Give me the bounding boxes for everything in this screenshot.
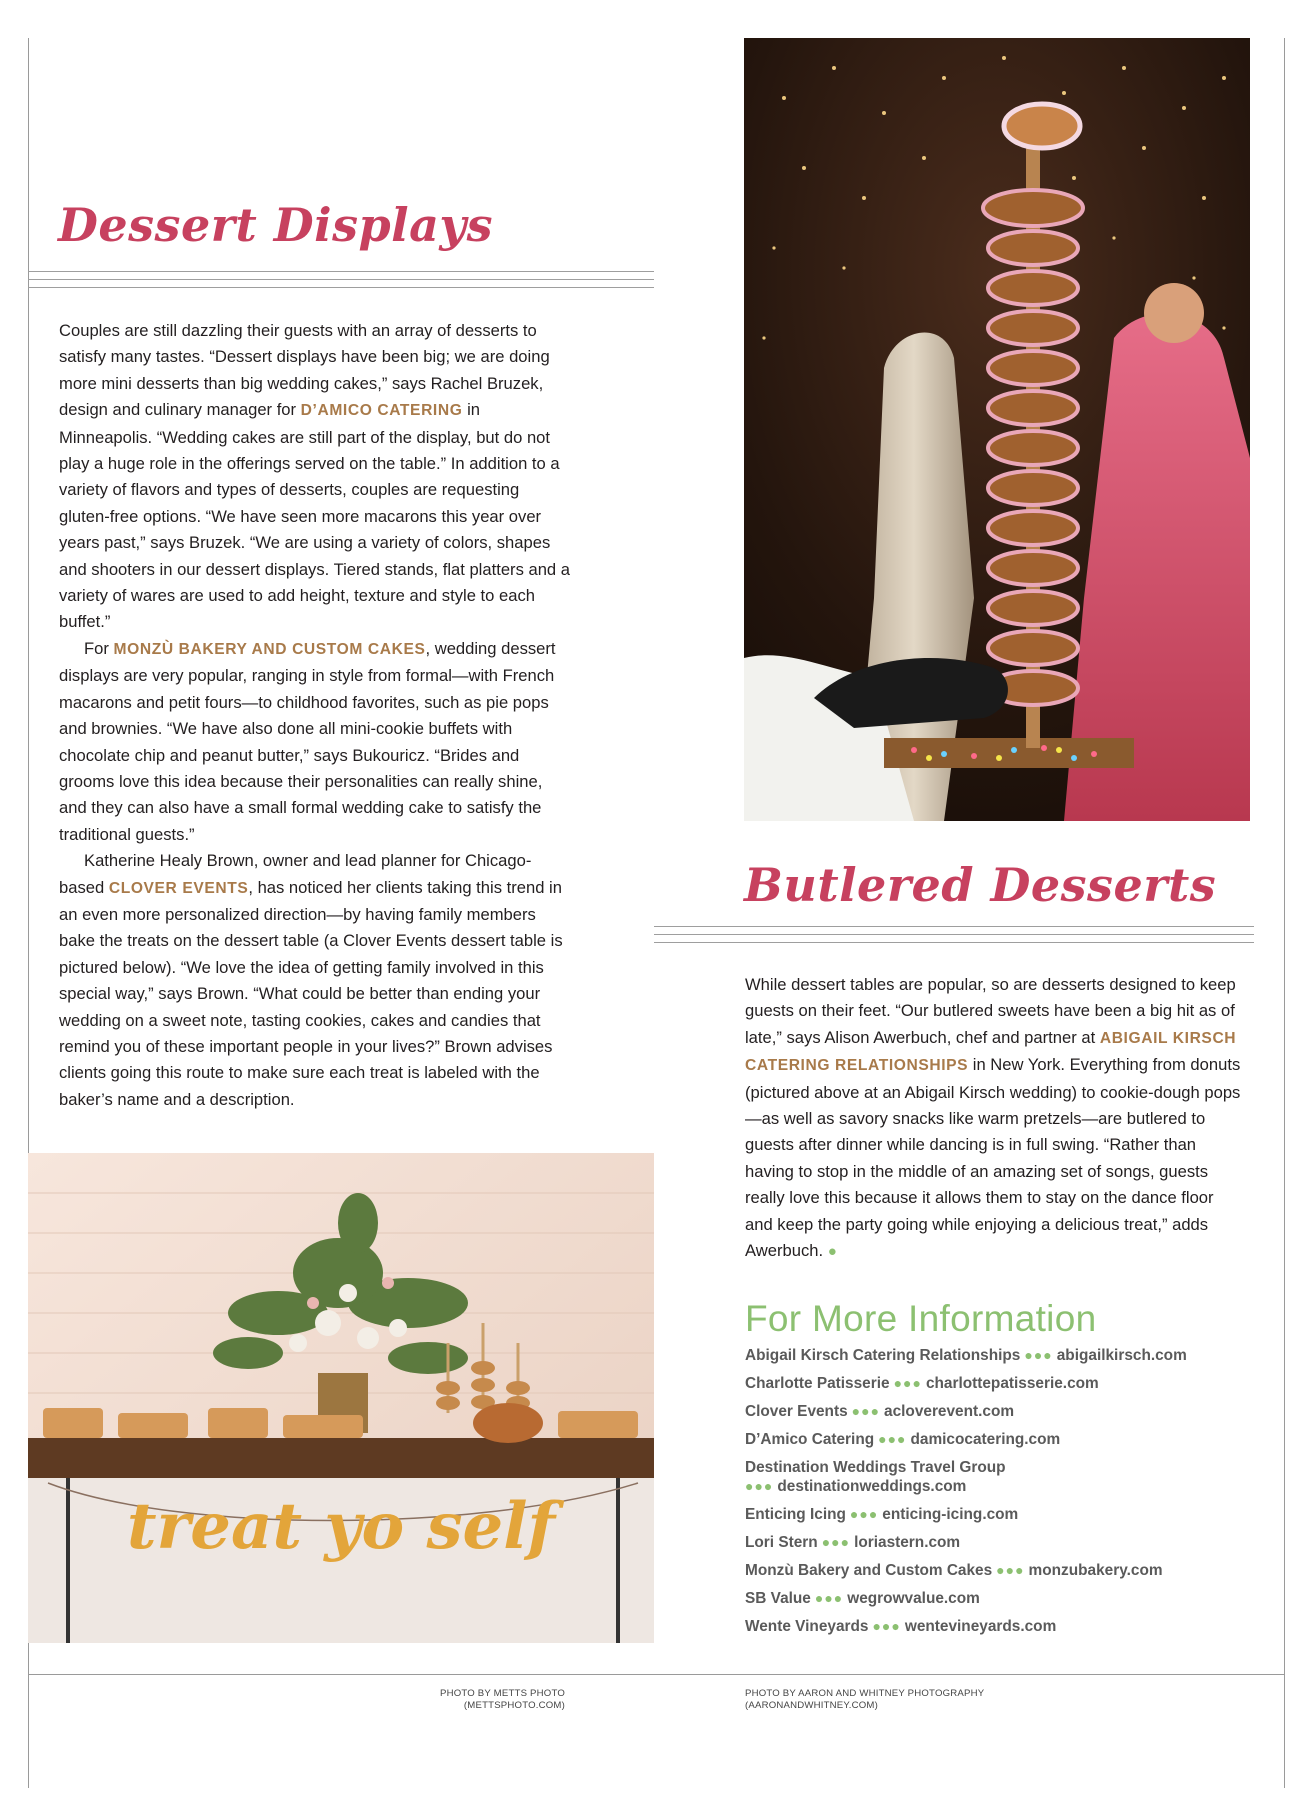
- credit-line: PHOTO BY METTS PHOTO: [439, 1688, 565, 1699]
- donut-tower-illustration: [744, 38, 1250, 821]
- vendor-url-link[interactable]: damicocatering.com: [910, 1431, 1061, 1448]
- donut-tower-photo: [744, 38, 1250, 821]
- banner-text: treat yo self: [126, 1489, 556, 1564]
- vendor-url-link[interactable]: wentevineyards.com: [904, 1618, 1057, 1635]
- end-mark: ●: [827, 1243, 837, 1261]
- list-item: [745, 1430, 1245, 1449]
- credit-line: (METTSPHOTO.COM): [463, 1700, 565, 1711]
- list-item: [745, 1402, 1245, 1421]
- vendor-url-link[interactable]: wegrowvalue.com: [847, 1590, 980, 1607]
- list-item: [745, 1561, 1245, 1580]
- vendor-name-clover: CLOVER EVENTS: [108, 879, 249, 897]
- text: in New York. Everything from donuts (pictured above at an Abigail Kirsch wedding) to cookie-dough pops—as well as savory snacks like warm pretzels—are butlered to guests after dinner while dancing is in full swing. “Rather than having to stop in the middle of an amazing set of songs, guests really love this because it allows them to stay on the dance floor and keep the party going while enjoying a delicious treat,” adds Awerbuch.: [745, 1055, 1241, 1261]
- vendor-name-damico: D’AMICO CATERING: [300, 402, 463, 420]
- butlered-desserts-heading: Butlered Desserts: [744, 858, 1217, 912]
- list-item: [745, 1589, 1245, 1608]
- heading-rules-left: [28, 271, 654, 295]
- vendor-name: Monzù Bakery and Custom Cakes: [745, 1562, 993, 1579]
- vendor-name: Enticing Icing: [745, 1506, 846, 1523]
- text: , has noticed her clients taking this trend in an even more personalized direction—by having family members bake the treats on the dessert table (a Clover Events dessert table is pictured below). “We love the idea of getting family involved in this special way,” says Brown. “What could be better than ending your wedding on a sweet note, tasting cookies, cakes and candies that remind you of these important people in your lives?” Brown advises clients going this route to make sure each treat is labeled with the baker’s name and a description.: [59, 877, 563, 1109]
- butlered-desserts-article: [745, 972, 1245, 1265]
- vendor-url-link[interactable]: abigailkirsch.com: [1056, 1347, 1187, 1364]
- photo-credit-left: [400, 1688, 565, 1712]
- vendor-url-link[interactable]: loriastern.com: [854, 1534, 961, 1551]
- separator-dots: ●●●: [821, 1534, 851, 1550]
- more-info-list: [745, 1346, 1245, 1645]
- text: While dessert tables are popular, so are desserts designed to keep guests on their feet. “Our butlered sweets have been a big hit as of late,” says Alison Awerbuch, chef and partner at: [745, 975, 1236, 1047]
- vendor-name: Clover Events: [745, 1403, 848, 1420]
- list-item: [745, 1458, 1245, 1496]
- vendor-name: Charlotte Patisserie: [745, 1375, 890, 1392]
- credit-line: PHOTO BY AARON AND WHITNEY PHOTOGRAPHY: [745, 1688, 985, 1699]
- vendor-name: Abigail Kirsch Catering Relationships: [745, 1347, 1021, 1364]
- vendor-name-monzu: MONZÙ BAKERY AND CUSTOM CAKES: [113, 640, 426, 658]
- separator-dots: ●●●: [996, 1562, 1025, 1578]
- separator-dots: ●●●: [1024, 1347, 1053, 1363]
- footer-rule: [28, 1674, 1284, 1675]
- heading-rules-right: [654, 926, 1254, 950]
- dessert-displays-heading: Dessert Displays: [58, 198, 494, 252]
- paragraph: [59, 318, 574, 636]
- vendor-name: Lori Stern: [745, 1534, 818, 1551]
- vendor-url-link[interactable]: destinationweddings.com: [777, 1478, 967, 1495]
- separator-dots: ●●●: [878, 1431, 907, 1447]
- separator-dots: ●●●: [814, 1590, 844, 1606]
- credit-line: (AARONANDWHITNEY.COM): [745, 1700, 879, 1711]
- dessert-table-illustration: [28, 1153, 654, 1643]
- dessert-displays-article: [59, 318, 574, 1113]
- paragraph: [745, 972, 1245, 1265]
- vendor-url-link[interactable]: monzubakery.com: [1028, 1562, 1163, 1579]
- list-item: [745, 1374, 1245, 1393]
- vendor-name: D’Amico Catering: [745, 1431, 875, 1448]
- text: , wedding dessert displays are very popular, ranging in style from formal—with French macarons and petit fours—to childhood favorites, such as pie pops and brownies. “We have also done all mini-cookie buffets with chocolate chip and peanut butter,” says Bukouricz. “Brides and grooms love this idea because their personalities can really shine, and they can also have a small formal wedding cake to satisfy the traditional guests.”: [59, 638, 556, 844]
- text: in Minneapolis. “Wedding cakes are still part of the display, but do not play a huge role in the offerings served on the table.” In addition to a variety of flavors and types of desserts, couples are requesting gluten-free options. “We have seen more macarons this year over years past,” says Bruzek. “We are using a variety of colors, shapes and shooters in our dessert displays. Tiered stands, flat platters and a variety of wares are used to add height, texture and style to each buffet.”: [59, 400, 571, 632]
- vendor-url-link[interactable]: enticing-icing.com: [882, 1506, 1019, 1523]
- separator-dots: ●●●: [893, 1375, 922, 1391]
- separator-dots: ●●●: [745, 1478, 774, 1494]
- list-item: [745, 1346, 1245, 1365]
- vendor-name: Destination Weddings Travel Group: [745, 1459, 1006, 1476]
- text: Katherine Healy Brown, owner and lead planner for Chicago-based: [59, 851, 532, 897]
- paragraph: [59, 636, 574, 848]
- vendor-name: Wente Vineyards: [745, 1618, 869, 1635]
- photo-credit-right: [745, 1688, 1045, 1712]
- more-info-title: For More Information: [745, 1298, 1097, 1339]
- dessert-table-photo: [28, 1153, 654, 1643]
- text: For: [84, 638, 114, 658]
- separator-dots: ●●●: [851, 1403, 881, 1419]
- vendor-name-abigail-kirsch: ABIGAIL KIRSCH CATERING RELATIONSHIPS: [745, 1029, 1237, 1075]
- text: Couples are still dazzling their guests with an array of desserts to satisfy many tastes. “Dessert displays have been big; we are doing more mini desserts than big wedding cakes,” says Rachel Bruzek, design and culinary manager for: [59, 321, 550, 420]
- separator-dots: ●●●: [872, 1618, 901, 1634]
- list-item: [745, 1505, 1245, 1524]
- list-item: [745, 1617, 1245, 1636]
- vendor-name: SB Value: [745, 1590, 811, 1607]
- paragraph: [59, 848, 574, 1113]
- vendor-url-link[interactable]: charlottepatisserie.com: [925, 1375, 1099, 1392]
- list-item: [745, 1533, 1245, 1552]
- separator-dots: ●●●: [849, 1506, 879, 1522]
- page-right-border: [1284, 38, 1285, 1788]
- vendor-url-link[interactable]: acloverevent.com: [884, 1403, 1015, 1420]
